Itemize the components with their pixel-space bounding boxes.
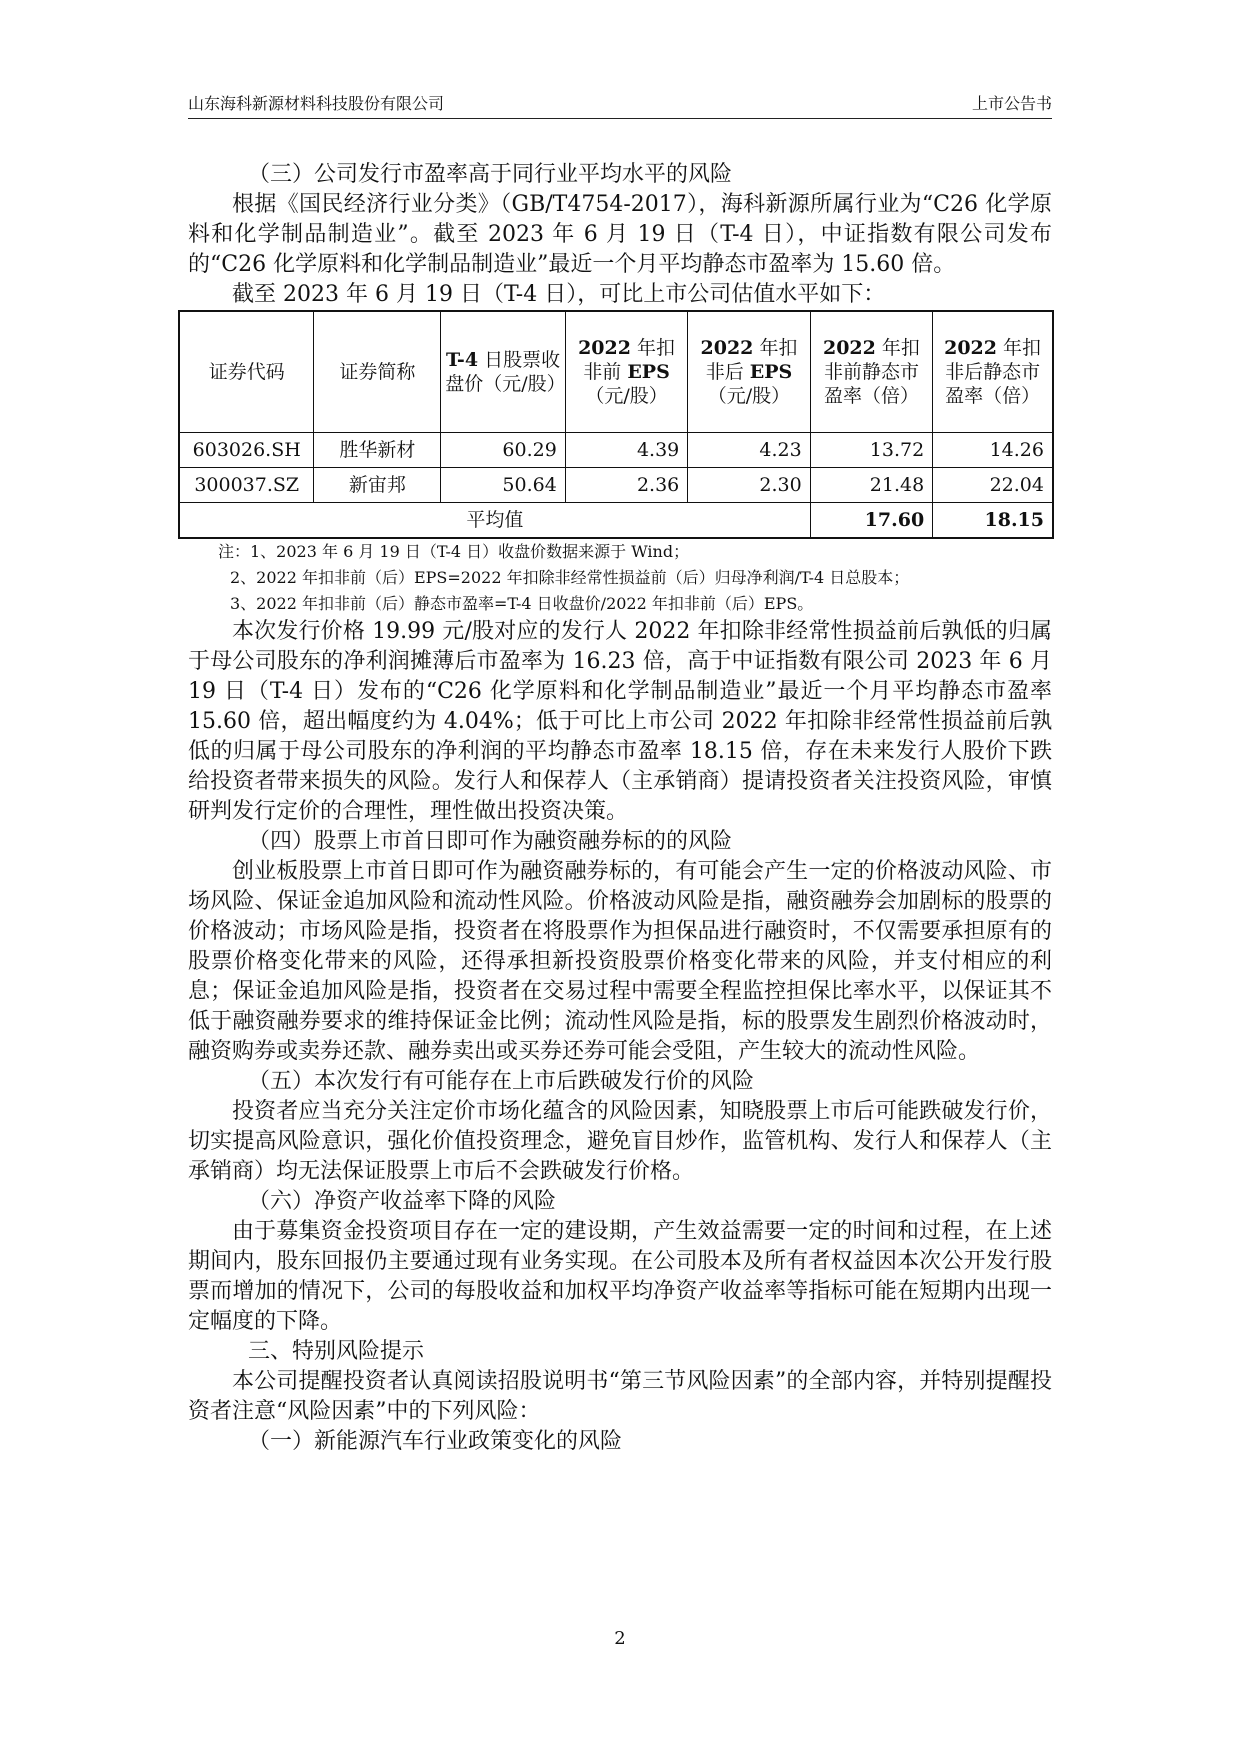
cell-name: 新宙邦 xyxy=(314,468,441,503)
section-4-paragraph: 创业板股票上市首日即可作为融资融券标的，有可能会产生一定的价格波动风险、市场风险、保证金追加风险和流动性风险。价格波动风险是指，融资融券会加剧标的股票的价格波动；市场风险是指，投资者在将股票作为担保品进行融资时，不仅需要承担原有的股票价格变化带来的风险，还得承担新投资股票价格变化带来的风险，并支付相应的利息；保证金追加风险是指，投资者在交易过程中需要全程监控担保比率水平，以保证其不低于融资融券要求的维持保证金比例；流动性风险是指，标的股票发生剧烈价格波动时，融资购券或卖券还款、融券卖出或买券还券可能会受阻，产生较大的流动性风险。 xyxy=(188,859,1052,1064)
average-pe-post: 18.15 xyxy=(933,503,1053,539)
col-code: 证券代码 xyxy=(179,311,314,433)
cell-price: 60.29 xyxy=(441,433,566,468)
section-5-paragraph: 投资者应当充分关注定价市场化蕴含的风险因素，知晓股票上市后可能跌破发行价，切实提高风险意识，强化价值投资理念，避免盲目炒作，监管机构、发行人和保荐人（主承销商）均无法保证股票上市后不会跌破发行价格。 xyxy=(188,1099,1052,1184)
col-eps-pre: 2022 年扣非前 EPS（元/股） xyxy=(565,311,687,433)
cell-eps-post: 2.30 xyxy=(688,468,810,503)
average-label: 平均值 xyxy=(179,503,810,539)
part-3-section-1-title: （一）新能源汽车行业政策变化的风险 xyxy=(248,1429,623,1454)
section-3-title: （三）公司发行市盈率高于同行业平均水平的风险 xyxy=(248,162,733,187)
page-content xyxy=(188,160,1052,1457)
cell-name: 胜华新材 xyxy=(314,433,441,468)
section-4-title: （四）股票上市首日即可作为融资融券标的的风险 xyxy=(248,829,733,854)
cell-pe-pre: 21.48 xyxy=(810,468,932,503)
average-pe-pre: 17.60 xyxy=(810,503,932,539)
header-company: 山东海科新源材料科技股份有限公司 xyxy=(188,94,445,113)
table-note-1: 注：1、2023 年 6 月 19 日（T-4 日）收盘价数据来源于 Wind； xyxy=(218,542,690,561)
cell-code: 603026.SH xyxy=(179,433,314,468)
cell-eps-pre: 4.39 xyxy=(565,433,687,468)
section-3-paragraph-1: 根据《国民经济行业分类》（GB/T4754-2017），海科新源所属行业为“C26 化学原料和化学制品制造业”。截至 2023 年 6 月 19 日（T-4 日），中证指数有限公司发布的“C26 化学原料和化学制品制造业”最近一个月平均静态市盈率为 15.60 倍。 xyxy=(188,192,1052,277)
col-eps-post: 2022 年扣非后 EPS（元/股） xyxy=(688,311,810,433)
cell-code: 300037.SZ xyxy=(179,468,314,503)
table-average-row xyxy=(179,503,1053,539)
comparable-companies-table xyxy=(178,310,1054,539)
col-pe-post: 2022 年扣非后静态市盈率（倍） xyxy=(933,311,1053,433)
part-3-title: 三、特别风险提示 xyxy=(248,1339,425,1364)
page-header xyxy=(188,88,1052,119)
header-doc-type: 上市公告书 xyxy=(971,94,1052,113)
table-note-2: 2、2022 年扣非前（后）EPS=2022 年扣除非经常性损益前（后）归母净利润/T-4 日总股本； xyxy=(230,568,910,587)
table-header-row xyxy=(179,311,1053,433)
section-3-paragraph-2: 本次发行价格 19.99 元/股对应的发行人 2022 年扣除非经常性损益前后孰低的归属于母公司股东的净利润摊薄后市盈率为 16.23 倍，高于中证指数有限公司 2023 年 6 月 19 日（T-4 日）发布的“C26 化学原料和化学制品制造业”最近一个月平均静态市盈率 15.60 倍，超出幅度约为 4.04%；低于可比上市公司 2022 年扣除非经常性损益前后孰低的归属于母公司股东的净利润的平均静态市盈率 18.15 倍，存在未来发行人股价下跌给投资者带来损失的风险。发行人和保荐人（主承销商）提请投资者关注投资风险，审慎研判发行定价的合理性，理性做出投资决策。 xyxy=(188,619,1052,824)
table-row xyxy=(179,468,1053,503)
col-pe-pre: 2022 年扣非前静态市盈率（倍） xyxy=(810,311,932,433)
table-note-3: 3、2022 年扣非前（后）静态市盈率=T-4 日收盘价/2022 年扣非前（后）EPS。 xyxy=(230,594,814,613)
cell-pe-pre: 13.72 xyxy=(810,433,932,468)
table-intro: 截至 2023 年 6 月 19 日（T-4 日），可比上市公司估值水平如下： xyxy=(232,282,886,307)
table-row xyxy=(179,433,1053,468)
section-5-title: （五）本次发行有可能存在上市后跌破发行价的风险 xyxy=(248,1069,755,1094)
cell-eps-post: 4.23 xyxy=(688,433,810,468)
cell-pe-post: 22.04 xyxy=(933,468,1053,503)
col-name: 证券简称 xyxy=(314,311,441,433)
section-6-title: （六）净资产收益率下降的风险 xyxy=(248,1189,557,1214)
cell-eps-pre: 2.36 xyxy=(565,468,687,503)
cell-price: 50.64 xyxy=(441,468,566,503)
page-number: 2 xyxy=(614,1628,626,1649)
col-price: T-4 日股票收盘价（元/股） xyxy=(441,311,566,433)
cell-pe-post: 14.26 xyxy=(933,433,1053,468)
part-3-paragraph: 本公司提醒投资者认真阅读招股说明书“第三节风险因素”的全部内容，并特别提醒投资者注意“风险因素”中的下列风险： xyxy=(188,1369,1052,1424)
section-6-paragraph: 由于募集资金投资项目存在一定的建设期，产生效益需要一定的时间和过程，在上述期间内，股东回报仍主要通过现有业务实现。在公司股本及所有者权益因本次公开发行股票而增加的情况下，公司的每股收益和加权平均净资产收益率等指标可能在短期内出现一定幅度的下降。 xyxy=(188,1219,1052,1334)
